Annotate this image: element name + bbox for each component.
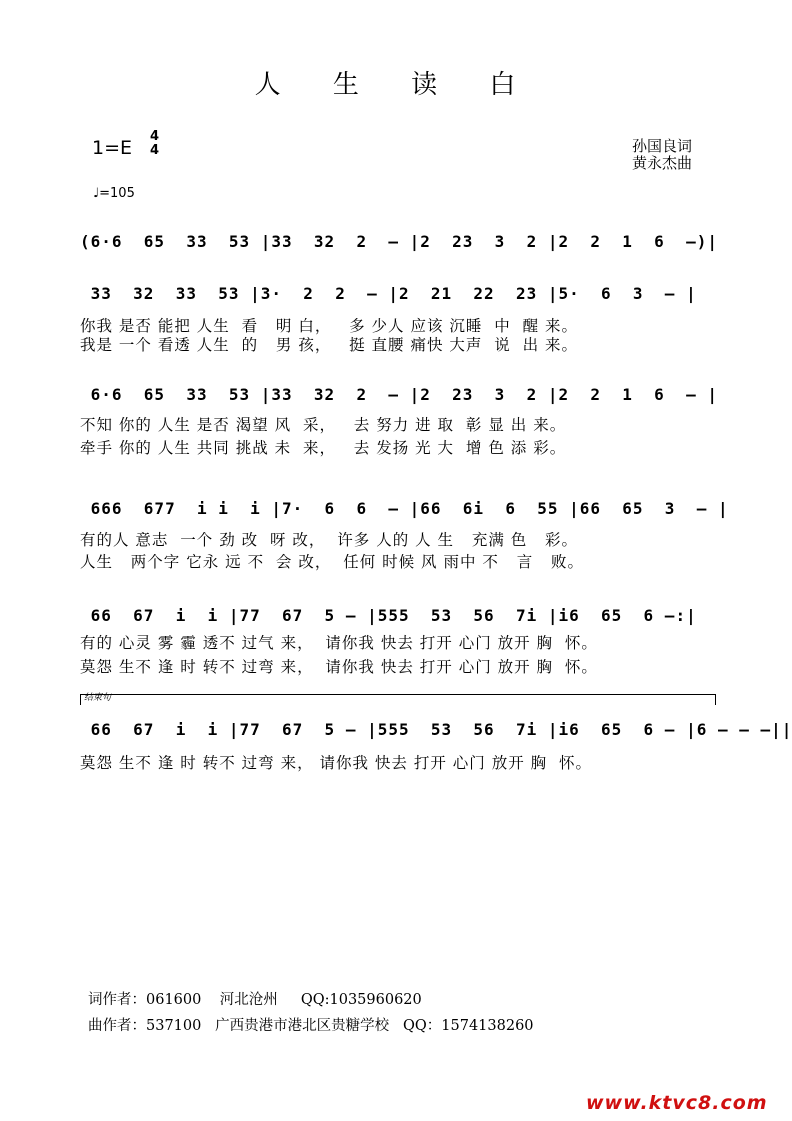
lyric-verse-2: 莫怨 生不 逢 时 转不 过弯 来， 请你我 快去 打开 心门 放开 胸 怀。 xyxy=(80,658,598,676)
lyricist-credit: 孙国良词 xyxy=(632,137,693,155)
page-title: 人 生 读 白 xyxy=(254,70,538,100)
site-watermark: www.ktvc8.com xyxy=(586,1092,768,1114)
notes-line: 666 677 i i i |7· 6 6 – |66 6i 6 55 |66 65 3 – | xyxy=(80,499,729,518)
notes-line: 33 32 33 53 |3· 2 2 – |2 21 22 23 |5· 6 3 – | xyxy=(80,284,697,303)
meter-top: 4 xyxy=(150,129,160,144)
lyric-verse-1: 有的人 意志 一个 劲 改 呀 改， 许多 人的 人 生 充满 色 彩。 xyxy=(80,531,579,549)
lyricist-contact: 词作者：061600 河北沧州 QQ:1035960620 xyxy=(88,992,422,1008)
lyric-verse-1: 不知 你的 人生 是否 渴望 风 采， 去 努力 进 取 彰 显 出 来。 xyxy=(80,416,567,434)
lyric-verse-2: 牵手 你的 人生 共同 挑战 未 来， 去 发扬 光 大 增 色 添 彩。 xyxy=(80,439,567,457)
composer-contact: 曲作者：537100 广西贵港市港北区贵糖学校 QQ：1574138260 xyxy=(88,1018,534,1034)
lyric-verse-2: 人生 两个字 它永 远 不 会 改， 任何 时候 风 雨中 不 言 败。 xyxy=(80,553,584,571)
coda-bracket xyxy=(80,694,716,705)
key-signature: 1=E xyxy=(92,137,133,159)
notes-line: 6·6 65 33 53 |33 32 2 – |2 23 3 2 |2 2 1 6 – | xyxy=(80,385,718,404)
time-signature xyxy=(150,130,159,158)
credits xyxy=(632,138,692,172)
notes-line: 66 67 i i |77 67 5 – |555 53 56 7i |i6 65 6 – |6 – – –|| xyxy=(80,720,792,739)
lyric-coda: 莫怨 生不 逢 时 转不 过弯 来， 请你我 快去 打开 心门 放开 胸 怀。 xyxy=(80,754,592,772)
notes-line: (6·6 65 33 53 |33 32 2 – |2 23 3 2 |2 2 1 6 –)| xyxy=(80,232,718,251)
tempo-marking: ♩=105 xyxy=(93,186,135,201)
lyric-verse-1: 有的 心灵 雾 霾 透不 过气 来， 请你我 快去 打开 心门 放开 胸 怀。 xyxy=(80,634,598,652)
lyric-verse-2: 我是 一个 看透 人生 的 男 孩， 挺 直腰 痛快 大声 说 出 来。 xyxy=(80,336,579,354)
coda-label: 结束句 xyxy=(84,693,112,703)
composer-credit: 黄永杰曲 xyxy=(632,154,693,172)
lyric-verse-1: 你我 是否 能把 人生 看 明 白， 多 少人 应该 沉睡 中 醒 来。 xyxy=(80,317,579,335)
meter-bottom: 4 xyxy=(150,143,160,158)
notes-line: 66 67 i i |77 67 5 – |555 53 56 7i |i6 65 6 –:| xyxy=(80,606,697,625)
